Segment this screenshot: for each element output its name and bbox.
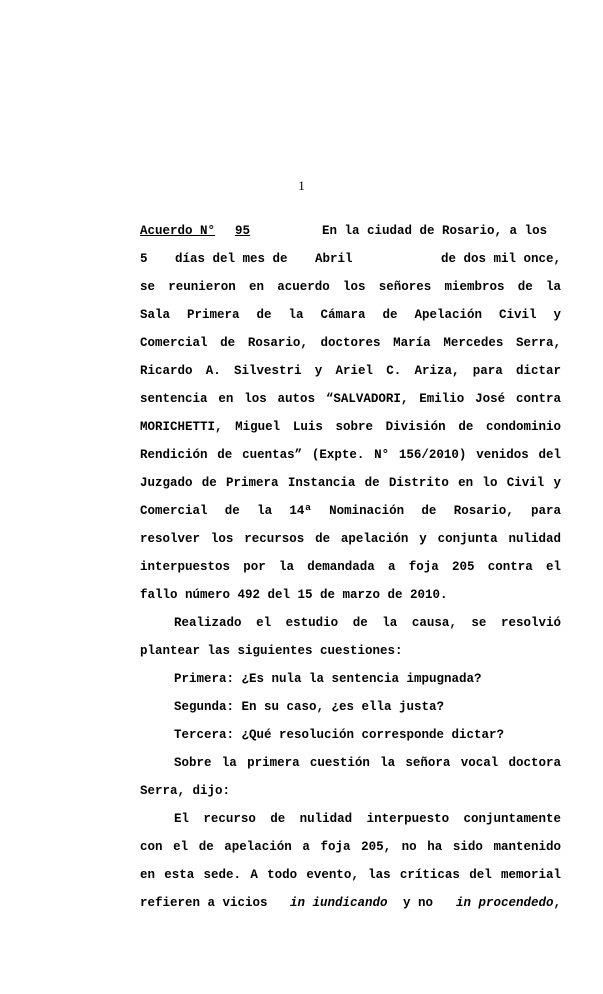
- month-value: Abril: [315, 252, 353, 266]
- body-line: Rendición de cuentas” (Expte. N° 156/2010) venidos del: [140, 448, 561, 462]
- page-number: 1: [298, 178, 305, 193]
- body-line: Juzgado de Primera Instancia de Distrito en lo Civil y: [140, 476, 561, 490]
- body-line: Comercial de Rosario, doctores María Mercedes Serra,: [140, 336, 561, 350]
- body-line: MORICHETTI, Miguel Luis sobre División de condominio: [140, 420, 561, 434]
- body-line: Ricardo A. Silvestri y Ariel C. Ariza, para dictar: [140, 364, 561, 378]
- day-value: 5: [140, 252, 148, 266]
- body-line: Sobre la primera cuestión la señora vocal doctora: [174, 756, 561, 770]
- date-line: [140, 245, 561, 273]
- body-line: Sala Primera de la Cámara de Apelación Civil y: [140, 308, 561, 322]
- body-line: El recurso de nulidad interpuesto conjuntamente: [174, 812, 561, 826]
- body-line: plantear las siguientes cuestiones:: [140, 644, 403, 658]
- body-line: sentencia en los autos “SALVADORI, Emilio José contra: [140, 392, 561, 406]
- latin-term-2: in procendedo: [455, 896, 554, 910]
- year-text: de dos mil once,: [440, 252, 561, 266]
- agreement-number-label: Acuerdo N°: [140, 224, 216, 238]
- body-line: en esta sede. A todo evento, las críticas del memorial: [140, 868, 561, 882]
- body-line-italic: [140, 889, 561, 917]
- body-line: resolver los recursos de apelación y conjunta nulidad: [140, 532, 561, 546]
- body-line: con el de apelación a foja 205, no ha sido mantenido: [140, 840, 561, 854]
- days-of-month-text: días del mes de: [175, 252, 288, 266]
- body-line: se reunieron en acuerdo los señores miembros de la: [140, 280, 561, 294]
- question-first: Primera: ¿Es nula la sentencia impugnada?: [174, 672, 482, 686]
- question-third: Tercera: ¿Qué resolución corresponde dictar?: [174, 728, 505, 742]
- agreement-number-value: 95: [235, 224, 251, 238]
- body-line: interpuestos por la demandada a foja 205 contra el: [140, 560, 561, 574]
- agreement-heading-line: [140, 217, 561, 245]
- last-line-text-2: y no: [403, 896, 434, 910]
- question-second: Segunda: En su caso, ¿es ella justa?: [174, 700, 445, 714]
- trailing-comma: ,: [553, 896, 561, 910]
- last-line-text-1: refieren a vicios: [140, 896, 268, 910]
- body-line: Comercial de la 14ª Nominación de Rosario, para: [140, 504, 561, 518]
- body-line: Serra, dijo:: [140, 784, 231, 798]
- city-intro-text: En la ciudad de Rosario, a los: [322, 224, 548, 238]
- body-line: Realizado el estudio de la causa, se resolvió: [174, 616, 561, 630]
- latin-term-1: in iundicando: [290, 896, 388, 910]
- body-line: fallo número 492 del 15 de marzo de 2010.: [140, 588, 448, 602]
- document-body: [140, 217, 561, 917]
